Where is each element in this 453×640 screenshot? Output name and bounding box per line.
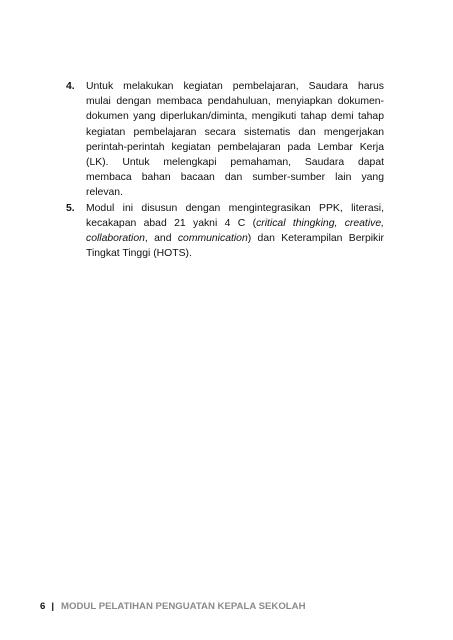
list-item-4 — [66, 79, 384, 201]
text-line: Tingkat Tinggi (HOTS). — [86, 248, 192, 260]
text-run: kecakapan abad 21 yakni 4 C ( — [86, 217, 257, 229]
text-line — [86, 216, 384, 231]
text-run: ) dan Keterampilan Berpikir — [247, 233, 385, 245]
text-line: mulai dengan membaca pendahuluan, menyiapkan dokumen- — [86, 96, 384, 108]
page-body — [66, 79, 384, 261]
text-line: Modul ini disusun dengan mengintegrasikan PPK, literasi, — [86, 202, 384, 214]
text-line: membaca bahan bacaan dan sumber-sumber lain yang — [86, 172, 384, 184]
text-line: (LK). Untuk melengkapi pemahaman, Saudara dapat — [86, 157, 384, 169]
text-line: kegiatan pembelajaran secara sistematis dan mengerjakan — [86, 126, 384, 138]
list-item-5 — [66, 201, 384, 262]
footer-title: MODUL PELATIHAN PENGUATAN KEPALA SEKOLAH — [61, 601, 306, 612]
page-number: 6 — [40, 601, 46, 612]
text-line — [86, 231, 384, 246]
list-item-text — [86, 79, 384, 201]
italic-term: critical thingking, creative, — [256, 217, 384, 229]
text-line: perintah-perintah kegiatan pembelajaran pada Lembar Kerja — [86, 141, 384, 153]
page-footer — [40, 601, 306, 612]
text-run: , and — [144, 233, 178, 245]
text-line: relevan. — [86, 187, 123, 199]
text-line: Untuk melakukan kegiatan pembelajaran, Saudara harus — [86, 81, 384, 92]
italic-term: collaboration — [86, 233, 145, 245]
italic-term: communication — [177, 233, 248, 245]
footer-separator: | — [51, 601, 55, 612]
list-item-text — [86, 201, 384, 262]
list-number: 5. — [66, 202, 75, 214]
list-number: 4. — [66, 81, 75, 92]
text-line: dokumen yang diperlukan/diminta, mengikuti tahap demi tahap — [86, 111, 384, 123]
